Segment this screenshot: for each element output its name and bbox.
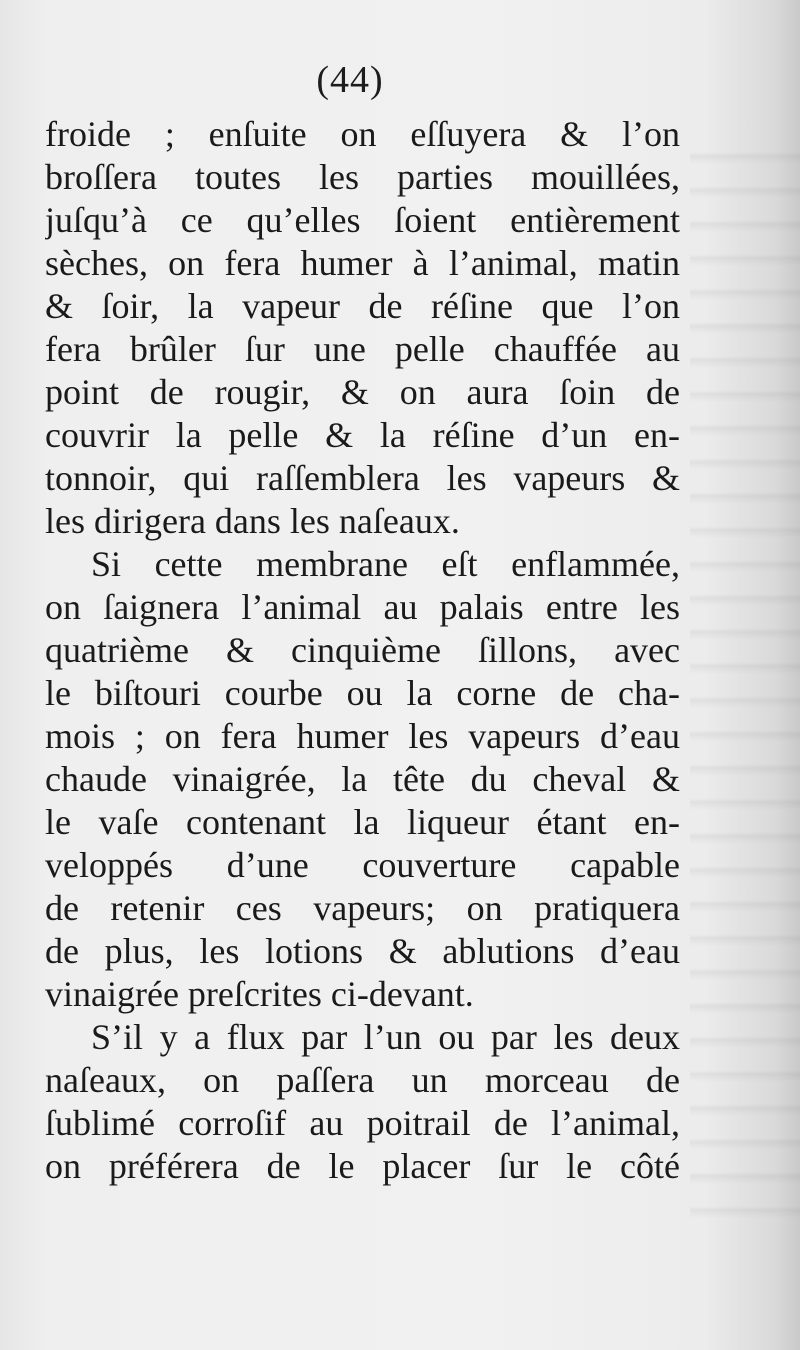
text-line: Si cette membrane eſt enflammée,: [91, 544, 680, 584]
text-line: vinaigrée preſcrites ci-devant.: [45, 974, 474, 1014]
text-line: le biſtouri courbe ou la corne de cha-: [45, 673, 680, 713]
text-line: naſeaux, on paſſera un morceau de: [45, 1060, 680, 1100]
text-line: couvrir la pelle & la réſine d’un en-: [45, 415, 680, 455]
page-number: (44): [316, 59, 384, 101]
text-line: juſqu’à ce qu’elles ſoient entièrement: [45, 200, 680, 240]
text-line: & ſoir, la vapeur de réſine que l’on: [45, 286, 680, 326]
text-line: chaude vinaigrée, la tête du cheval &: [45, 759, 680, 799]
text-line: les dirigera dans les naſeaux.: [45, 501, 460, 541]
text-line: sèches, on fera humer à l’animal, matin: [45, 243, 680, 283]
text-line: tonnoir, qui raſſemblera les vapeurs &: [45, 458, 680, 498]
text-line: S’il y a flux par l’un ou par les deux: [91, 1017, 680, 1057]
text-line: de plus, les lotions & ablutions d’eau: [45, 931, 680, 971]
text-line: ſublimé corroſif au poitrail de l’animal,: [45, 1103, 680, 1143]
text-line: le vaſe contenant la liqueur étant en-: [45, 802, 680, 842]
text-line: quatrième & cinquième ſillons, avec: [45, 630, 680, 670]
text-line: de retenir ces vapeurs; on pratiquera: [45, 888, 680, 928]
text-line: froide ; enſuite on eſſuyera & l’on: [45, 114, 680, 154]
show-through-shadow: [690, 130, 800, 1230]
text-line: veloppés d’une couverture capable: [45, 845, 680, 885]
text-line: mois ; on fera humer les vapeurs d’eau: [45, 716, 680, 756]
text-line: point de rougir, & on aura ſoin de: [45, 372, 680, 412]
text-line: fera brûler ſur une pelle chauffée au: [45, 329, 680, 369]
text-line: on ſaignera l’animal au palais entre les: [45, 587, 680, 627]
text-line: broſſera toutes les parties mouillées,: [45, 157, 680, 197]
text-line: on préférera de le placer ſur le côté: [45, 1146, 680, 1186]
body-text: [45, 113, 680, 1188]
